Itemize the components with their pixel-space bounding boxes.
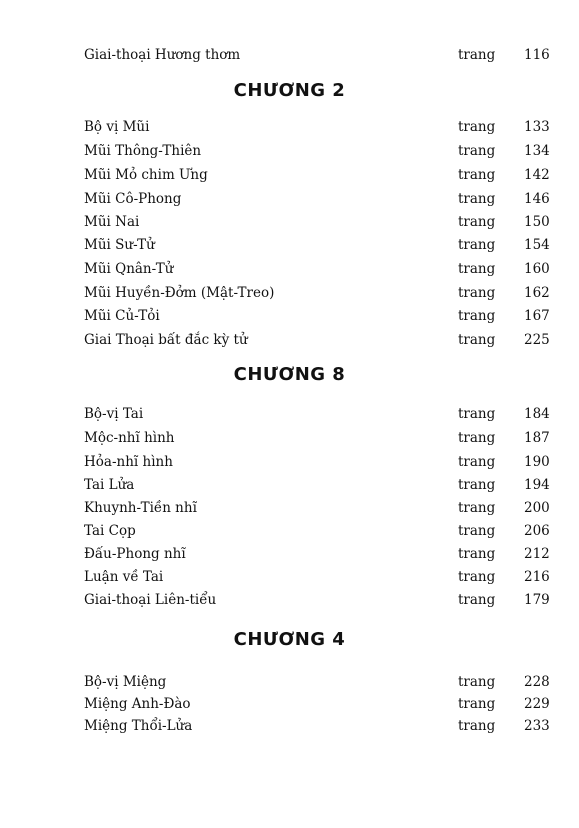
entry-trang-label: trang: [458, 214, 496, 230]
toc-entry: [84, 567, 554, 587]
toc-entry: [84, 189, 554, 209]
entry-title: Hỏa-nhĩ hình: [84, 454, 173, 470]
toc-entry: [84, 672, 554, 692]
toc-entry: [84, 283, 554, 303]
entry-trang-label: trang: [458, 523, 496, 539]
entry-title: Giai-thoại Hương thơm: [84, 47, 241, 63]
entry-title: Mũi Huyền-Đởm (Mật-Treo): [84, 285, 275, 301]
entry-page-number: 154: [524, 237, 550, 253]
entry-page-number: 190: [524, 454, 550, 470]
entry-trang-label: trang: [458, 592, 496, 608]
entry-page-number: 216: [524, 569, 550, 585]
toc-entry: [84, 475, 554, 495]
entry-title: Bộ-vị Miệng: [84, 674, 167, 690]
entry-title: Luận về Tai: [84, 569, 164, 585]
toc-entry: [84, 45, 554, 65]
entry-trang-label: trang: [458, 332, 496, 348]
entry-trang-label: trang: [458, 237, 496, 253]
chapter-heading: CHƯƠNG 8: [233, 364, 346, 385]
entry-page-number: 179: [524, 592, 550, 608]
entry-trang-label: trang: [458, 191, 496, 207]
entry-page-number: 160: [524, 261, 550, 277]
entry-page-number: 228: [524, 674, 550, 690]
entry-trang-label: trang: [458, 285, 496, 301]
toc-entry: [84, 694, 554, 714]
entry-page-number: 229: [524, 696, 550, 712]
entry-trang-label: trang: [458, 696, 496, 712]
entry-title: Tai Lửa: [84, 477, 135, 493]
entry-page-number: 206: [524, 523, 550, 539]
entry-trang-label: trang: [458, 454, 496, 470]
toc-entry: [84, 165, 554, 185]
entry-trang-label: trang: [458, 119, 496, 135]
toc-entry: [84, 235, 554, 255]
entry-trang-label: trang: [458, 261, 496, 277]
toc-entry: [84, 521, 554, 541]
entry-trang-label: trang: [458, 308, 496, 324]
entry-trang-label: trang: [458, 143, 496, 159]
entry-page-number: 146: [524, 191, 550, 207]
entry-trang-label: trang: [458, 569, 496, 585]
entry-title: Bộ vị Mũi: [84, 119, 150, 135]
entry-trang-label: trang: [458, 47, 496, 63]
entry-title: Bộ-vị Tai: [84, 406, 144, 422]
toc-entry: [84, 117, 554, 137]
entry-trang-label: trang: [458, 167, 496, 183]
entry-trang-label: trang: [458, 430, 496, 446]
toc-entry: [84, 259, 554, 279]
entry-page-number: 116: [524, 47, 550, 63]
chapter-heading: CHƯƠNG 4: [233, 629, 346, 650]
entry-page-number: 233: [524, 718, 550, 734]
entry-page-number: 200: [524, 500, 550, 516]
entry-title: Mũi Nai: [84, 214, 140, 230]
entry-title: Miệng Thổi-Lửa: [84, 718, 193, 734]
toc-entry: [84, 212, 554, 232]
toc-entry: [84, 330, 554, 350]
toc-entry: [84, 404, 554, 424]
entry-trang-label: trang: [458, 500, 496, 516]
entry-title: Đấu-Phong nhĩ: [84, 546, 186, 562]
entry-page-number: 150: [524, 214, 550, 230]
entry-trang-label: trang: [458, 406, 496, 422]
entry-title: Khuynh-Tiền nhĩ: [84, 500, 197, 516]
entry-title: Mũi Cô-Phong: [84, 191, 182, 207]
entry-title: Miệng Anh-Đào: [84, 696, 191, 712]
entry-page-number: 225: [524, 332, 550, 348]
entry-trang-label: trang: [458, 718, 496, 734]
entry-trang-label: trang: [458, 546, 496, 562]
entry-page-number: 134: [524, 143, 550, 159]
entry-page-number: 167: [524, 308, 550, 324]
entry-title: Giai Thoại bất đắc kỳ tử: [84, 332, 248, 348]
entry-title: Giai-thoại Liên-tiểu: [84, 592, 217, 608]
toc-entry: [84, 452, 554, 472]
toc-entry: [84, 590, 554, 610]
toc-entry: [84, 498, 554, 518]
toc-entry: [84, 428, 554, 448]
entry-title: Mũi Củ-Tỏi: [84, 308, 160, 324]
entry-title: Mũi Qnân-Tử: [84, 261, 174, 277]
entry-page-number: 142: [524, 167, 550, 183]
toc-entry: [84, 544, 554, 564]
entry-page-number: 194: [524, 477, 550, 493]
entry-page-number: 212: [524, 546, 550, 562]
toc-entry: [84, 306, 554, 326]
entry-page-number: 133: [524, 119, 550, 135]
entry-page-number: 162: [524, 285, 550, 301]
entry-title: Tai Cọp: [84, 523, 136, 539]
entry-title: Mũi Sư-Tử: [84, 237, 155, 253]
entry-trang-label: trang: [458, 674, 496, 690]
entry-trang-label: trang: [458, 477, 496, 493]
entry-page-number: 187: [524, 430, 550, 446]
entry-page-number: 184: [524, 406, 550, 422]
entry-title: Mộc-nhĩ hình: [84, 430, 175, 446]
entry-title: Mũi Mỏ chim Ưng: [84, 167, 208, 183]
entry-title: Mũi Thông-Thiên: [84, 143, 202, 159]
toc-entry: [84, 716, 554, 736]
toc-entry: [84, 141, 554, 161]
chapter-heading: CHƯƠNG 2: [233, 80, 346, 101]
